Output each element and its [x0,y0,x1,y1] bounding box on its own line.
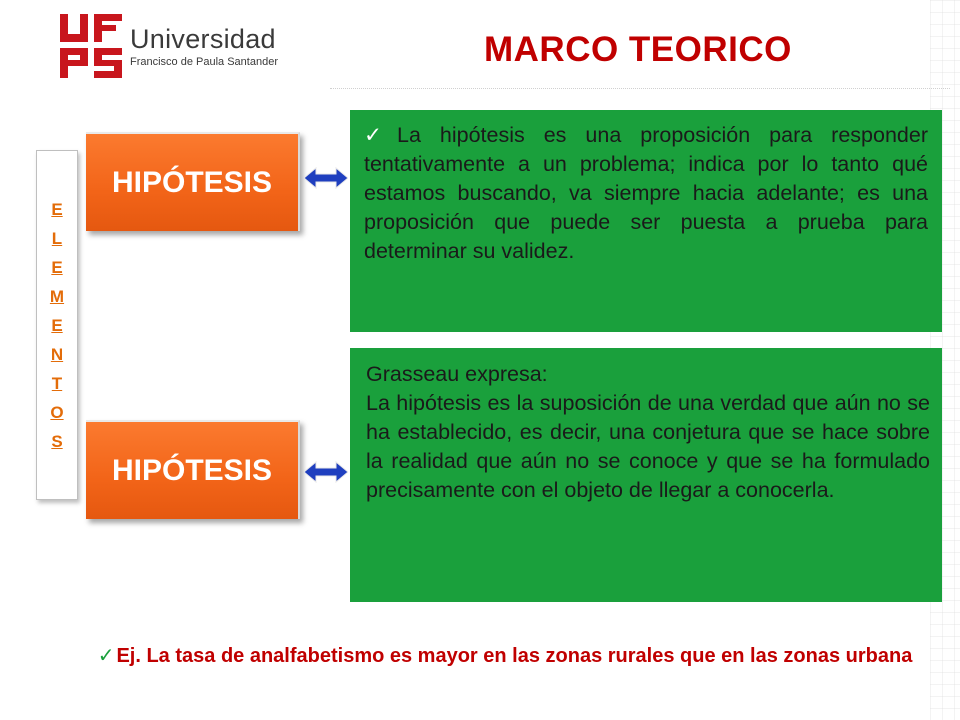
quote-panel [350,348,942,602]
definition-text: La hipótesis es una proposición para responder tentativamente a un problema; indica por lo tanto qué estamos buscando, va siempre hacia adelante; es una proposición que puede ser puesta a prueba para determinar su validez. [364,123,928,263]
elements-letter: L [51,228,63,248]
quote-heading: Grasseau expresa: [366,362,548,386]
double-arrow-icon [304,460,348,484]
example-sentence: Ej. La tasa de analfabetismo es mayor en las zonas rurales que en las zonas urbana [116,645,913,667]
logo-subtitle: Francisco de Paula Santander [130,55,278,68]
checkmark-icon: ✓ [97,645,115,667]
elements-letter: E [51,315,63,335]
checkmark-icon: ✓ [364,123,396,147]
definition-panel [350,110,942,332]
elements-letter: E [51,257,63,277]
quote-text: La hipótesis es la suposición de una verdad que aún no se ha establecido, es decir, una conjetura que se hace sobre la realidad que aún no se conoce y que se ha formulado precisamente con el objeto de llegar a conocerla. [366,391,930,502]
example-text [70,642,940,670]
double-arrow-icon [304,166,348,190]
hipotesis-box-2 [86,420,300,519]
university-logo [60,14,278,78]
ufps-logo-icon [60,14,122,78]
elements-letter: E [51,199,63,219]
elements-letter: S [51,431,63,451]
elements-letter: N [50,344,64,364]
elements-letter: O [50,402,64,422]
elements-letter: M [49,286,65,306]
elements-letter: T [51,373,63,393]
divider [330,88,950,89]
hipotesis-label: HIPÓTESIS [111,165,273,199]
hipotesis-box-1 [86,132,300,231]
page-title: MARCO TEORICO [484,30,792,69]
elements-vertical-label [36,150,78,500]
hipotesis-label: HIPÓTESIS [111,453,273,487]
logo-name: Universidad [130,23,276,54]
